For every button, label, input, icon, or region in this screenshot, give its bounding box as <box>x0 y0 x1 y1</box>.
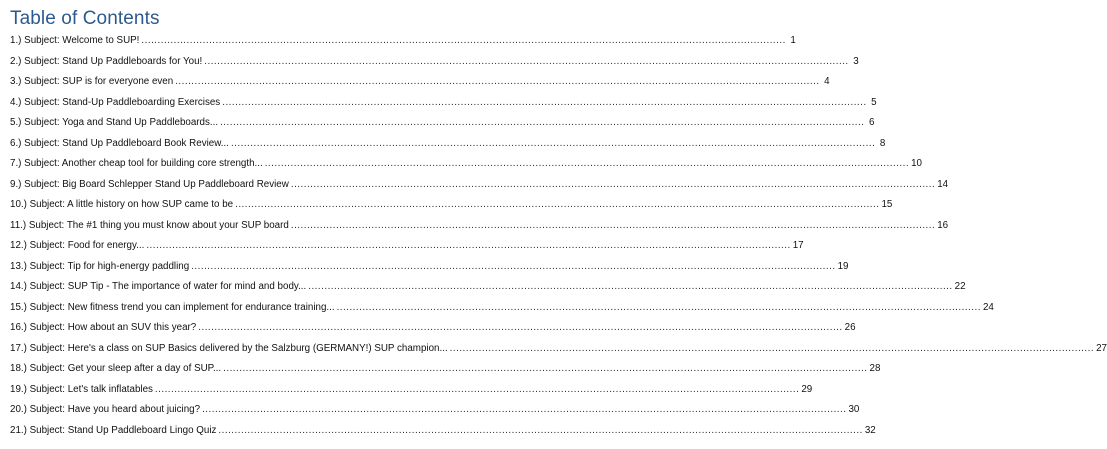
toc-entry-page-number: 15 <box>881 199 893 210</box>
dot-leader: ........................................................................................................................................................................................................ <box>146 240 791 251</box>
toc-entry-page-number: 24 <box>982 301 994 313</box>
toc-entry[interactable] <box>10 117 875 138</box>
toc-entry-page-number: 27 <box>1096 342 1107 354</box>
dot-leader: ........................................................................................................................................................................................................ <box>230 137 876 149</box>
toc-entry-label: 15.) Subject: New fitness trend you can implement for endurance training... <box>10 301 335 313</box>
dot-leader: ........................................................................................................................................................................................................ <box>308 281 953 292</box>
toc-entry[interactable] <box>10 240 804 261</box>
toc-entry-page-number: 3 <box>853 55 859 67</box>
toc-entry-label: 7.) Subject: Another cheap tool for building core strength... <box>10 158 263 169</box>
toc-entry-page-number: 4 <box>824 76 830 87</box>
dot-leader: ........................................................................................................................................................................................................ <box>235 199 880 210</box>
toc-entry-page-number: 22 <box>954 281 966 292</box>
table-of-contents <box>10 35 1107 445</box>
toc-entry-page-number: 10 <box>911 158 922 169</box>
toc-entry[interactable] <box>10 137 886 159</box>
toc-entry-label: 20.) Subject: Have you heard about juicing? <box>10 404 201 415</box>
toc-entry-label: 6.) Subject: Stand Up Paddleboard Book Review... <box>10 137 229 149</box>
toc-entry[interactable] <box>10 35 796 56</box>
toc-entry-page-number: 5 <box>871 96 877 108</box>
dot-leader: ........................................................................................................................................................................................................ <box>264 158 910 169</box>
dot-leader: ........................................................................................................................................................................................................ <box>449 342 1095 354</box>
toc-entry[interactable] <box>10 342 1107 364</box>
toc-entry-label: 17.) Subject: Here's a class on SUP Basics delivered by the Salzburg (GERMANY!) SUP champion... <box>10 342 448 354</box>
toc-entry[interactable] <box>10 76 830 97</box>
dot-leader: ........................................................................................................................................................................................................ <box>141 35 786 46</box>
dot-leader: ........................................................................................................................................................................................................ <box>290 178 936 190</box>
toc-entry[interactable] <box>10 178 949 200</box>
toc-entry-page-number: 1 <box>790 35 796 46</box>
toc-entry[interactable] <box>10 383 813 405</box>
toc-entry[interactable] <box>10 55 859 77</box>
toc-entry-page-number: 19 <box>837 260 849 272</box>
toc-entry-label: 14.) Subject: SUP Tip - The importance of water for mind and body... <box>10 281 307 292</box>
toc-entry-label: 13.) Subject: Tip for high-energy paddling <box>10 260 190 272</box>
toc-entry-label: 4.) Subject: Stand-Up Paddleboarding Exercises <box>10 96 221 108</box>
toc-entry-label: 1.) Subject: Welcome to SUP! <box>10 35 140 46</box>
toc-entry-label: 21.) Subject: Stand Up Paddleboard Lingo Quiz <box>10 424 217 436</box>
dot-leader: ........................................................................................................................................................................................................ <box>204 55 849 67</box>
dot-leader: ........................................................................................................................................................................................................ <box>154 383 800 395</box>
toc-entry-label: 11.) Subject: The #1 thing you must know about your SUP board <box>10 219 289 231</box>
dot-leader: ........................................................................................................................................................................................................ <box>202 404 847 415</box>
page-title: Table of Contents <box>10 8 160 29</box>
toc-entry[interactable] <box>10 322 856 343</box>
toc-entry-page-number: 6 <box>869 117 875 128</box>
toc-entry-page-number: 14 <box>937 178 949 190</box>
dot-leader: ........................................................................................................................................................................................................ <box>290 219 936 231</box>
toc-entry-page-number: 29 <box>801 383 813 395</box>
dot-leader: ........................................................................................................................................................................................................ <box>222 96 867 108</box>
toc-entry-label: 18.) Subject: Get your sleep after a day of SUP... <box>10 363 222 374</box>
dot-leader: ........................................................................................................................................................................................................ <box>191 260 836 272</box>
toc-entry-page-number: 8 <box>879 137 886 149</box>
toc-entry-label: 16.) Subject: How about an SUV this year? <box>10 322 197 333</box>
toc-entry-label: 19.) Subject: Let's talk inflatables <box>10 383 153 395</box>
toc-entry-label: 9.) Subject: Big Board Schlepper Stand Up Paddleboard Review <box>10 178 289 190</box>
toc-entry-page-number: 17 <box>792 240 804 251</box>
dot-leader: ........................................................................................................................................................................................................ <box>218 424 863 436</box>
toc-entry-label: 10.) Subject: A little history on how SUP came to be <box>10 199 234 210</box>
toc-entry[interactable] <box>10 158 922 179</box>
toc-entry-page-number: 28 <box>869 363 881 374</box>
dot-leader: ........................................................................................................................................................................................................ <box>198 322 843 333</box>
toc-entry[interactable] <box>10 363 881 384</box>
toc-entry-label: 5.) Subject: Yoga and Stand Up Paddleboards... <box>10 117 219 128</box>
toc-entry[interactable] <box>10 199 893 220</box>
toc-entry-page-number: 32 <box>864 424 876 436</box>
toc-entry-page-number: 30 <box>848 404 860 415</box>
toc-entry-label: 3.) Subject: SUP is for everyone even <box>10 76 174 87</box>
dot-leader: ........................................................................................................................................................................................................ <box>220 117 865 128</box>
toc-entry[interactable] <box>10 260 849 282</box>
dot-leader: ........................................................................................................................................................................................................ <box>223 363 868 374</box>
toc-entry-page-number: 16 <box>937 219 949 231</box>
toc-entry[interactable] <box>10 219 949 241</box>
toc-entry[interactable] <box>10 96 877 118</box>
dot-leader: ........................................................................................................................................................................................................ <box>175 76 820 87</box>
toc-entry[interactable] <box>10 281 966 302</box>
toc-entry-label: 2.) Subject: Stand Up Paddleboards for You! <box>10 55 203 67</box>
toc-entry[interactable] <box>10 404 860 425</box>
toc-entry-page-number: 26 <box>844 322 856 333</box>
toc-entry-label: 12.) Subject: Food for energy... <box>10 240 145 251</box>
toc-entry[interactable] <box>10 424 876 446</box>
dot-leader: ........................................................................................................................................................................................................ <box>336 301 981 313</box>
toc-entry[interactable] <box>10 301 994 323</box>
